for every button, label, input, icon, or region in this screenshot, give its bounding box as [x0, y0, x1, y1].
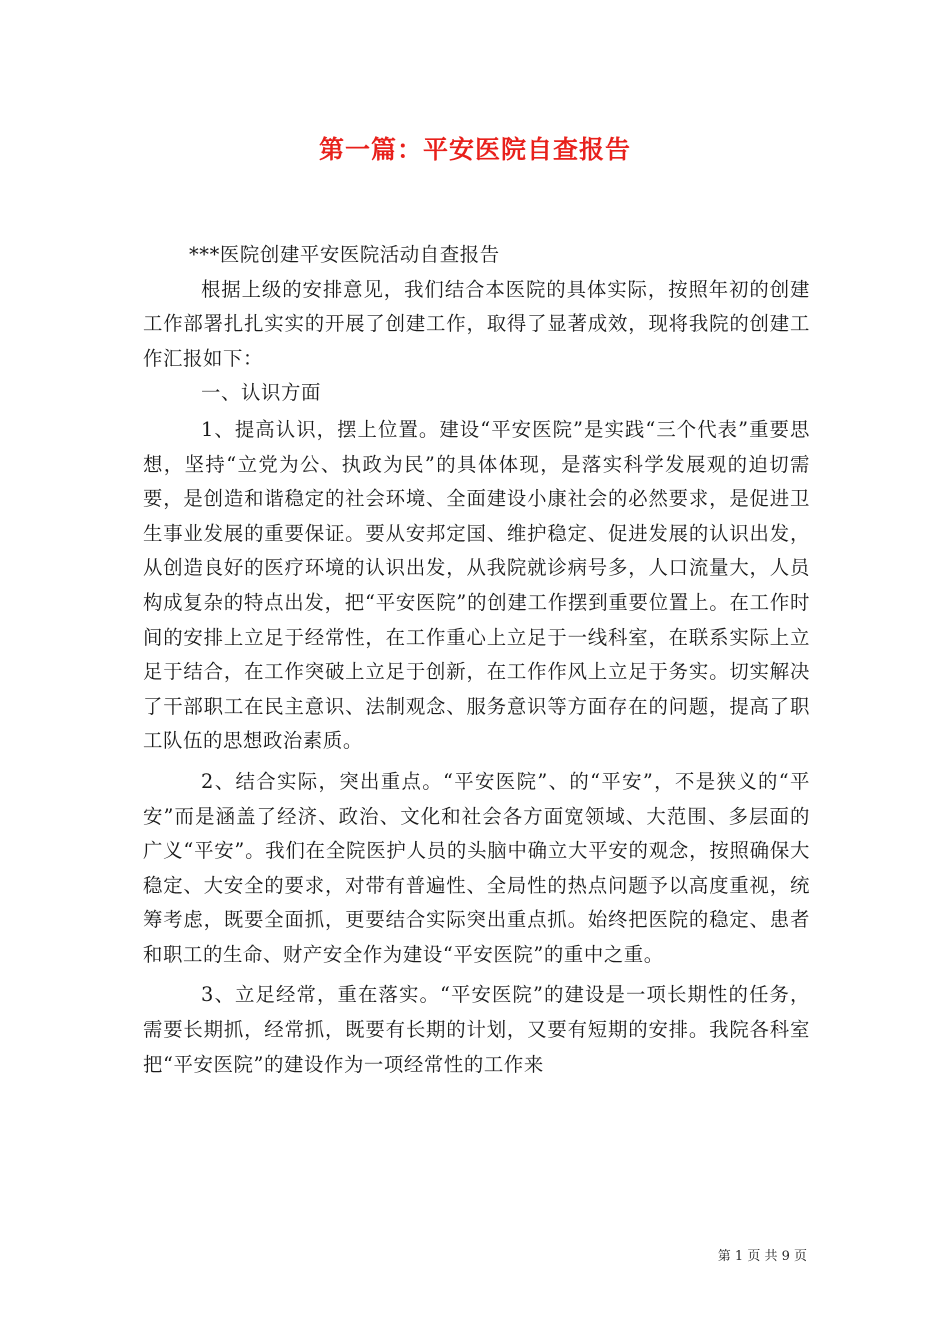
page-title: 第一篇：平安医院自查报告 — [318, 135, 631, 164]
report-subtitle: ***医院创建平安医院活动自查报告 — [189, 243, 500, 266]
section-heading: 一、认识方面 — [201, 381, 321, 405]
document-body — [143, 238, 810, 1088]
body-paragraph-2: 2、结合实际，突出重点。“平安医院”、的“平安”，不是狭义的“平安”而是涵盖了经济、政治、文化和社会各方面宽领域、大范围、多层面的广义“平安”。我们在全院医护人员的头脑中确立大平安的观念，按照确保大稳定、大安全的要求，对带有普遍性、全局性的热点问题予以高度重视，统筹考虑，既要全面抓，更要结合实际突出重点抓。始终把医院的稳定、患者和职工的生命、财产安全作为建设“平安医院”的重中之重。 — [143, 769, 810, 966]
body-paragraph-3: 3、立足经常，重在落实。“平安医院”的建设是一项长期性的任务，需要长期抓，经常抓，既要有长期的计划，又要有短期的安排。我院各科室把“平安医院”的建设作为一项经常性的工作来 — [143, 983, 810, 1076]
body-paragraph-1: 1、提高认识，摆上位置。建设“平安医院”是实践“三个代表”重要思想，坚持“立党为公、执政为民”的具体体现，是落实科学发展观的迫切需要，是创造和谐稳定的社会环境、全面建设小康社会的必然要求，是促进卫生事业发展的重要保证。要从安邦定国、维护稳定、促进发展的认识出发，从创造良好的医疗环境的认识出发，从我院就诊病号多，人口流量大，人员构成复杂的特点出发，把“平安医院”的创建工作摆到重要位置上。在工作时间的安排上立足于经常性，在工作重心上立足于一线科室，在联系实际上立足于结合，在工作突破上立足于创新，在工作作风上立足于务实。切实解决了干部职工在民主意识、法制观念、服务意识等方面存在的问题，提高了职工队伍的思想政治素质。 — [143, 417, 810, 753]
intro-paragraph: 根据上级的安排意见，我们结合本医院的具体实际，按照年初的创建工作部署扎扎实实的开展了创建工作，取得了显著成效，现将我院的创建工作汇报如下： — [143, 277, 810, 370]
page-number: 第 1 页 共 9 页 — [717, 1249, 807, 1264]
